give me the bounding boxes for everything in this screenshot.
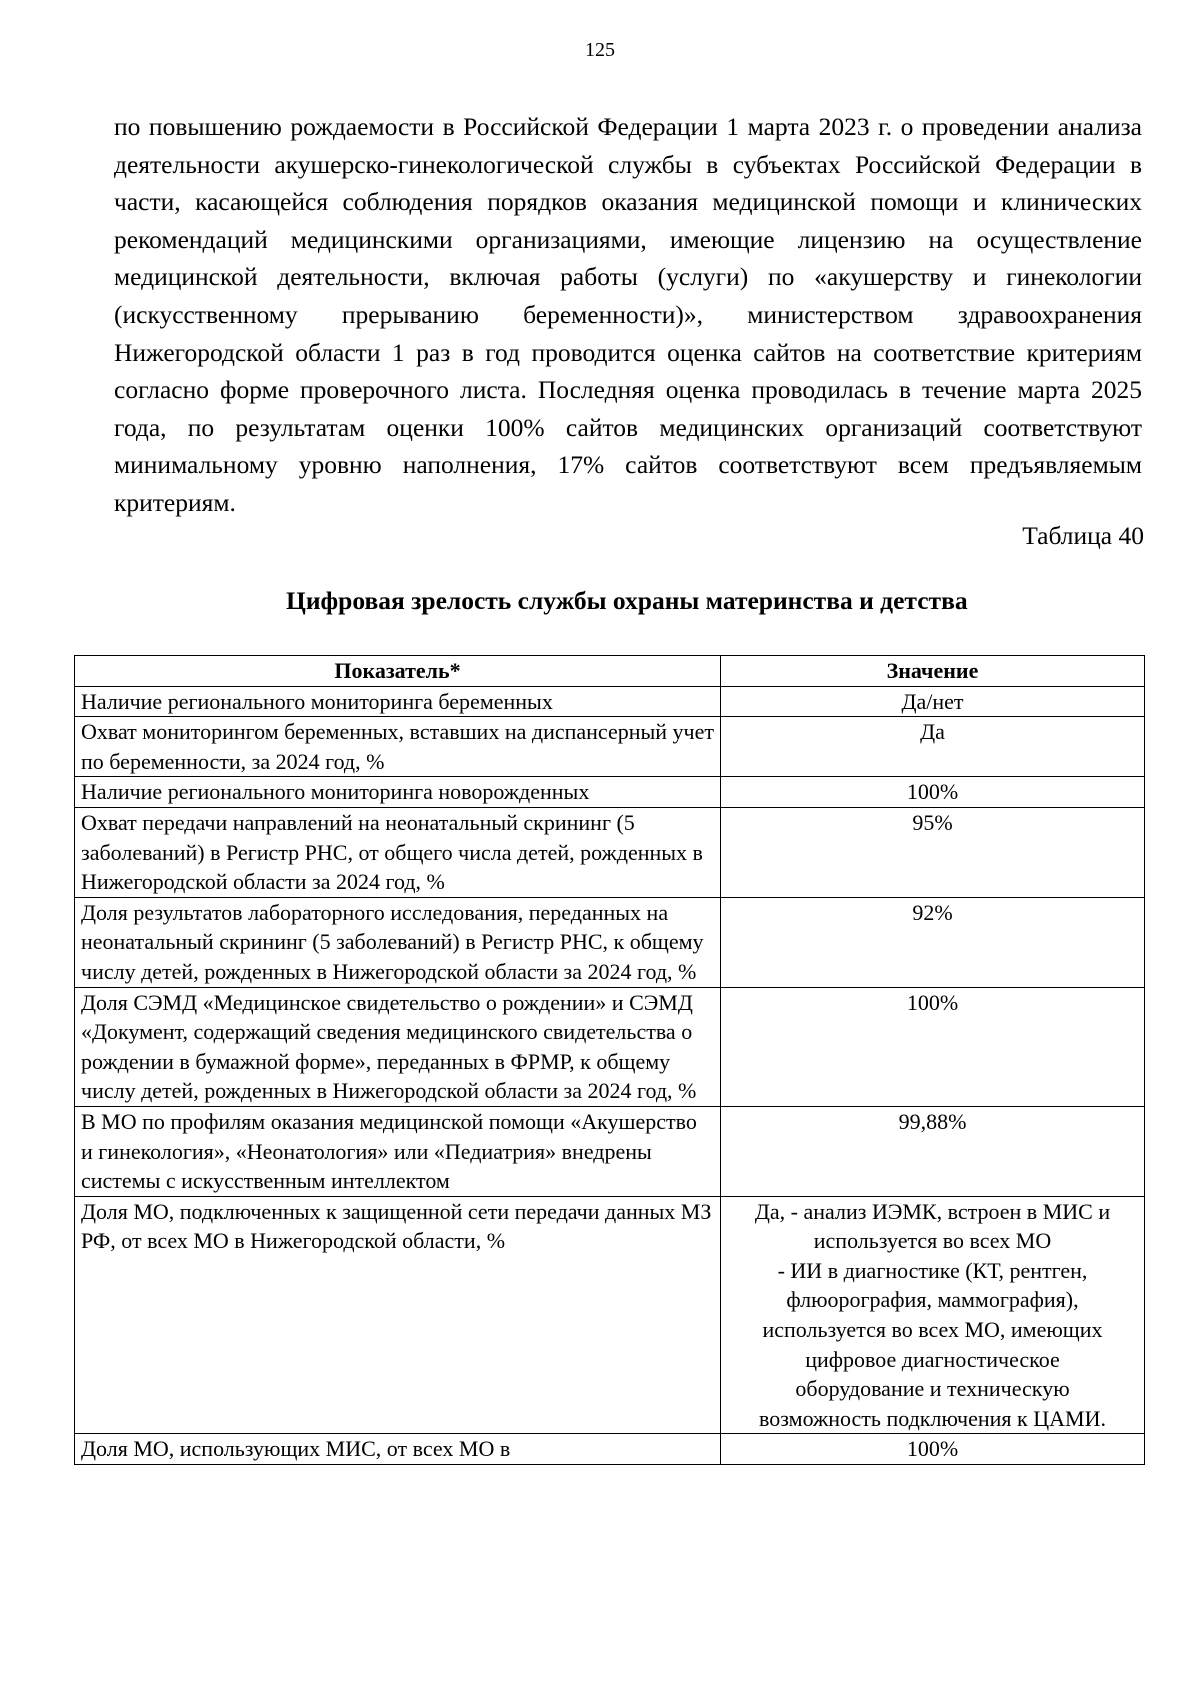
value-cell: 100% bbox=[721, 1434, 1145, 1465]
indicator-cell: Наличие регионального мониторинга новорожденных bbox=[75, 777, 721, 808]
table-row bbox=[75, 987, 1145, 1106]
digital-maturity-table bbox=[74, 655, 1145, 1465]
value-line: оборудование и техническую bbox=[795, 1376, 1070, 1402]
indicator-cell: Доля СЭМД «Медицинское свидетельство о рождении» и СЭМД «Документ, содержащий сведения медицинского свидетельства о рождении в бумажной форме», переданных в ФРМР, к общему числу детей, рожденных в Нижегородской области за 2024 год, % bbox=[75, 987, 721, 1106]
value-cell: 92% bbox=[721, 897, 1145, 987]
body-paragraph: по повышению рождаемости в Российской Федерации 1 марта 2023 г. о проведении анализа деятельности акушерско-гинекологической службы в субъектах Российской Федерации в части, касающейся соблюдения порядков оказания медицинской помощи и клинических рекомендаций медицинскими организациями, имеющие лицензию на осуществление медицинской деятельности, включая работы (услуги) по «акушерству и гинекологии (искусственному прерыванию беременности)», министерством здравоохранения Нижегородской области 1 раз в год проводится оценка сайтов на соответствие критериям согласно форме проверочного листа. Последняя оценка проводилась в течение марта 2025 года, по результатам оценки 100% сайтов медицинских организаций соответствуют минимальному уровню наполнения, 17% сайтов соответствуют всем предъявляемым критериям. bbox=[114, 112, 1142, 517]
indicator-cell: Охват мониторингом беременных, вставших на диспансерный учет по беременности, за 2024 год, % bbox=[75, 717, 721, 777]
table-row bbox=[75, 897, 1145, 987]
table-row bbox=[75, 807, 1145, 897]
value-cell: Да bbox=[721, 717, 1145, 777]
table-row bbox=[75, 717, 1145, 777]
indicator-cell: В МО по профилям оказания медицинской помощи «Акушерство и гинекология», «Неонатология» или «Педиатрия» внедрены системы с искусственным интеллектом bbox=[75, 1106, 721, 1196]
value-line: возможность подключения к ЦАМИ. bbox=[759, 1405, 1106, 1431]
indicator-cell: Доля МО, подключенных к защищенной сети передачи данных МЗ РФ, от всех МО в Нижегородской области, % bbox=[75, 1196, 721, 1434]
table-caption: Таблица 40 bbox=[1022, 521, 1144, 550]
indicator-cell: Охват передачи направлений на неонатальный скрининг (5 заболеваний) в Регистр РНС, от общего числа детей, рожденных в Нижегородской области за 2024 год, % bbox=[75, 807, 721, 897]
value-cell: 100% bbox=[721, 987, 1145, 1106]
value-line: Да, - анализ ИЭМК, встроен в МИС и bbox=[754, 1198, 1111, 1224]
table-row bbox=[75, 1196, 1145, 1434]
table-row bbox=[75, 686, 1145, 717]
value-cell: 100% bbox=[721, 777, 1145, 808]
indicator-cell: Наличие регионального мониторинга беременных bbox=[75, 686, 721, 717]
indicator-cell: Доля результатов лабораторного исследования, переданных на неонатальный скрининг (5 заболеваний) в Регистр РНС, к общему числу детей, рожденных в Нижегородской области за 2024 год, % bbox=[75, 897, 721, 987]
column-header-indicator: Показатель* bbox=[75, 656, 721, 687]
page-number: 125 bbox=[585, 39, 615, 61]
value-line: используется во всех МО bbox=[813, 1228, 1052, 1254]
table-title: Цифровая зрелость службы охраны материнства и детства bbox=[286, 586, 968, 615]
table-row bbox=[75, 777, 1145, 808]
table-row bbox=[75, 1106, 1145, 1196]
table-header-row bbox=[75, 656, 1145, 687]
value-line: флюорография, маммография), bbox=[786, 1287, 1079, 1313]
value-cell: Да/нет bbox=[721, 686, 1145, 717]
column-header-value: Значение bbox=[721, 656, 1145, 687]
value-line: цифровое диагностическое bbox=[805, 1346, 1060, 1372]
value-cell: 95% bbox=[721, 807, 1145, 897]
indicator-cell: Доля МО, использующих МИС, от всех МО в bbox=[75, 1434, 721, 1465]
value-line: - ИИ в диагностике (КТ, рентген, bbox=[777, 1257, 1088, 1283]
value-cell: 99,88% bbox=[721, 1106, 1145, 1196]
value-cell-multiline bbox=[721, 1196, 1145, 1434]
value-line: используется во всех МО, имеющих bbox=[762, 1317, 1103, 1343]
table-row bbox=[75, 1434, 1145, 1465]
